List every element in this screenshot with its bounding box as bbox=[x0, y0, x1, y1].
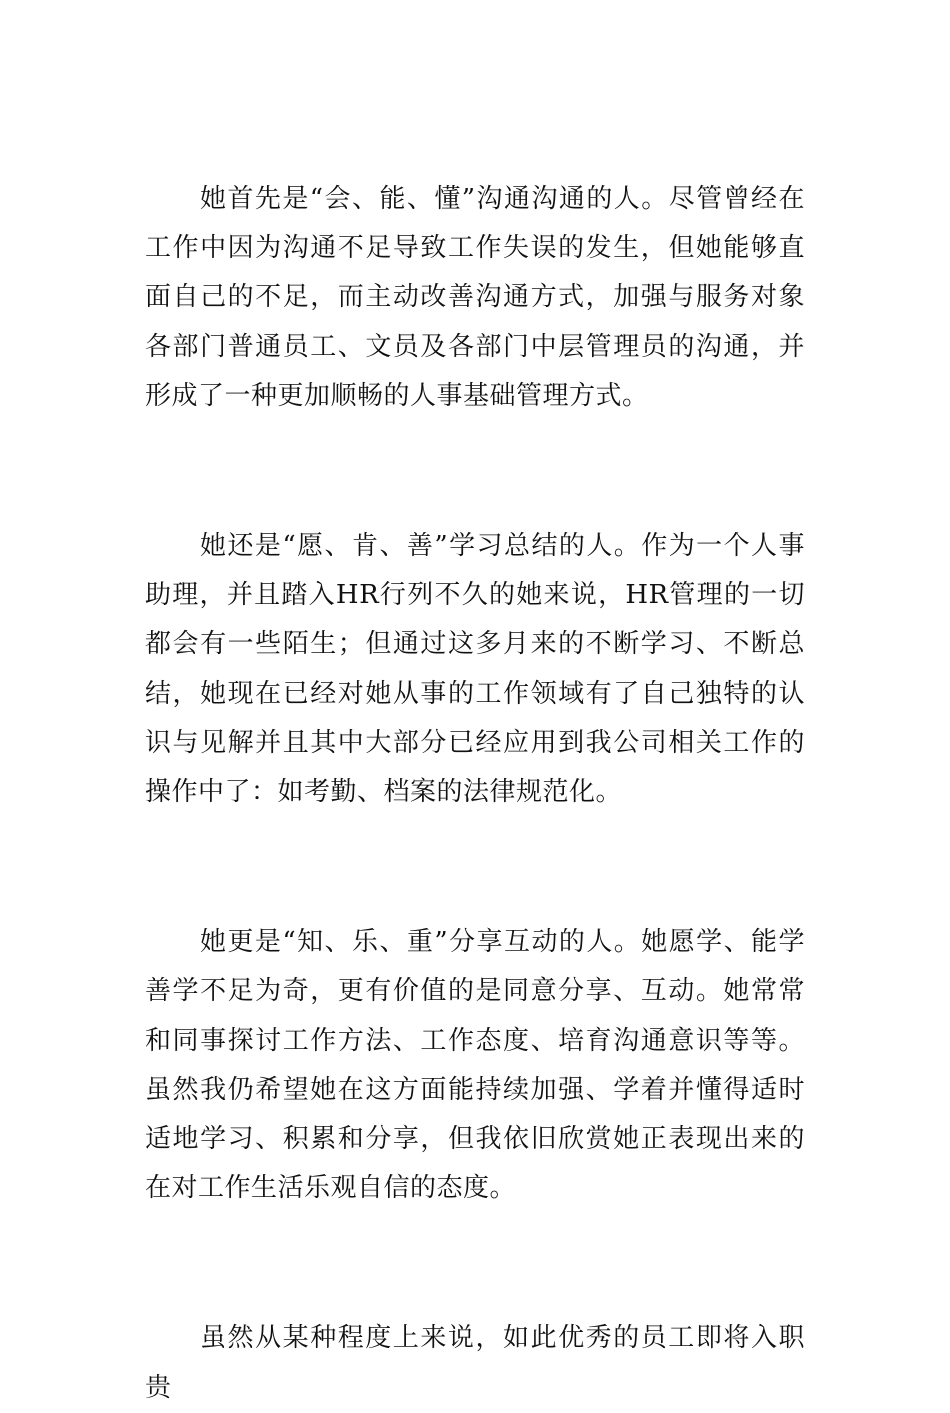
paragraph-sharing: 她更是“知、乐、重”分享互动的人。她愿学、能学善学不足为奇，更有价值的是同意分享、互动。她常常和同事探讨工作方法、工作态度、培育沟通意识等等。虽然我仍希望她在这方面能持续加强、学着并懂得适时适地学习、积累和分享，但我依旧欣赏她正表现出来的在对工作生活乐观自信的态度。 bbox=[145, 927, 805, 1204]
paragraph-communication: 她首先是“会、能、懂”沟通沟通的人。尽管曾经在工作中因为沟通不足导致工作失误的发生，但她能够直面自己的不足，而主动改善沟通方式，加强与服务对象各部门普通员工、文员及各部门中层管理员的沟通，并形成了一种更加顺畅的人事基础管理方式。 bbox=[145, 184, 805, 411]
paragraph-learning: 她还是“愿、肯、善”学习总结的人。作为一个人事助理，并且踏入HR行列不久的她来说，HR管理的一切都会有一些陌生；但通过这多月来的不断学习、不断总结，她现在已经对她从事的工作领域有了自己独特的认识与见解并且其中大部分已经应用到我公司相关工作的操作中了：如考勤、档案的法律规范化。 bbox=[145, 531, 805, 808]
document-body bbox=[145, 175, 805, 1413]
paragraph-closing: 虽然从某种程度上来说，如此优秀的员工即将入职贵 bbox=[145, 1323, 805, 1403]
